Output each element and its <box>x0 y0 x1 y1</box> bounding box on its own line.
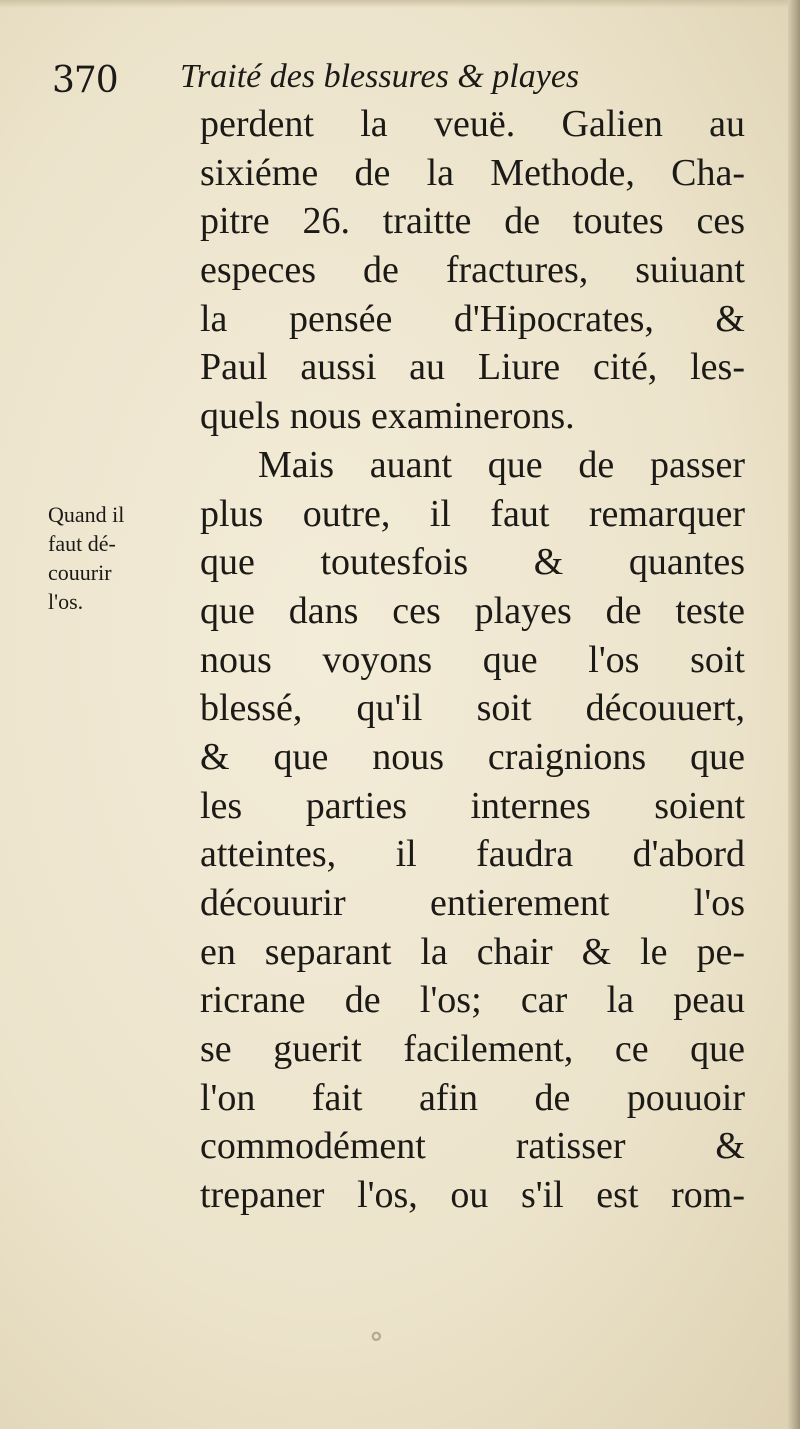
text-line: que dans ces playes de teste <box>200 589 745 632</box>
text-line: l'on fait afin de pouuoir <box>200 1076 745 1119</box>
page-right-edge <box>788 0 800 1429</box>
text-line: sixiéme de la Methode, Cha- <box>200 151 745 194</box>
text-line: les parties internes soient <box>200 784 745 827</box>
body-text <box>200 100 745 1220</box>
text-line: ricrane de l'os; car la peau <box>200 979 745 1022</box>
text-line: découurir entierement l'os <box>200 882 745 924</box>
marginal-note <box>48 500 188 616</box>
page-number: 370 <box>52 60 118 101</box>
text-line: & que nous craignions que <box>200 735 745 778</box>
text-line: que toutesfois & quantes <box>200 541 745 584</box>
text-line: en separant la chair & le pe- <box>200 930 745 973</box>
text-line: especes de fractures, suiuant <box>200 249 745 292</box>
show-through-mark: ∘ <box>368 1316 385 1356</box>
text-line: blessé, qu'il soit découuert, <box>200 687 745 730</box>
marginal-note-line: l'os. <box>48 589 84 614</box>
running-head: Traité des blessures & playes <box>180 58 580 95</box>
text-line: Mais auant que de passer <box>258 443 745 486</box>
text-line: quels nous examinerons. <box>200 395 575 438</box>
text-line: commodément ratisser & <box>200 1125 745 1168</box>
text-line: la pensée d'Hipocrates, & <box>200 297 745 340</box>
text-line: atteintes, il faudra d'abord <box>200 833 745 876</box>
text-line: se guerit facilement, ce que <box>200 1028 745 1071</box>
text-line: nous voyons que l'os soit <box>200 638 745 681</box>
marginal-note-line: Quand il <box>48 502 125 527</box>
text-line: perdent la veuë. Galien au <box>200 103 745 145</box>
text-line: trepaner l'os, ou s'il est rom- <box>200 1174 745 1217</box>
text-line: pitre 26. traitte de toutes ces <box>200 200 745 243</box>
text-line: Paul aussi au Liure cité, les- <box>200 346 745 389</box>
text-line: plus outre, il faut remarquer <box>200 492 745 535</box>
marginal-note-line: faut dé- <box>48 531 116 556</box>
page-top-edge <box>0 0 800 8</box>
marginal-note-line: couurir <box>48 560 112 585</box>
